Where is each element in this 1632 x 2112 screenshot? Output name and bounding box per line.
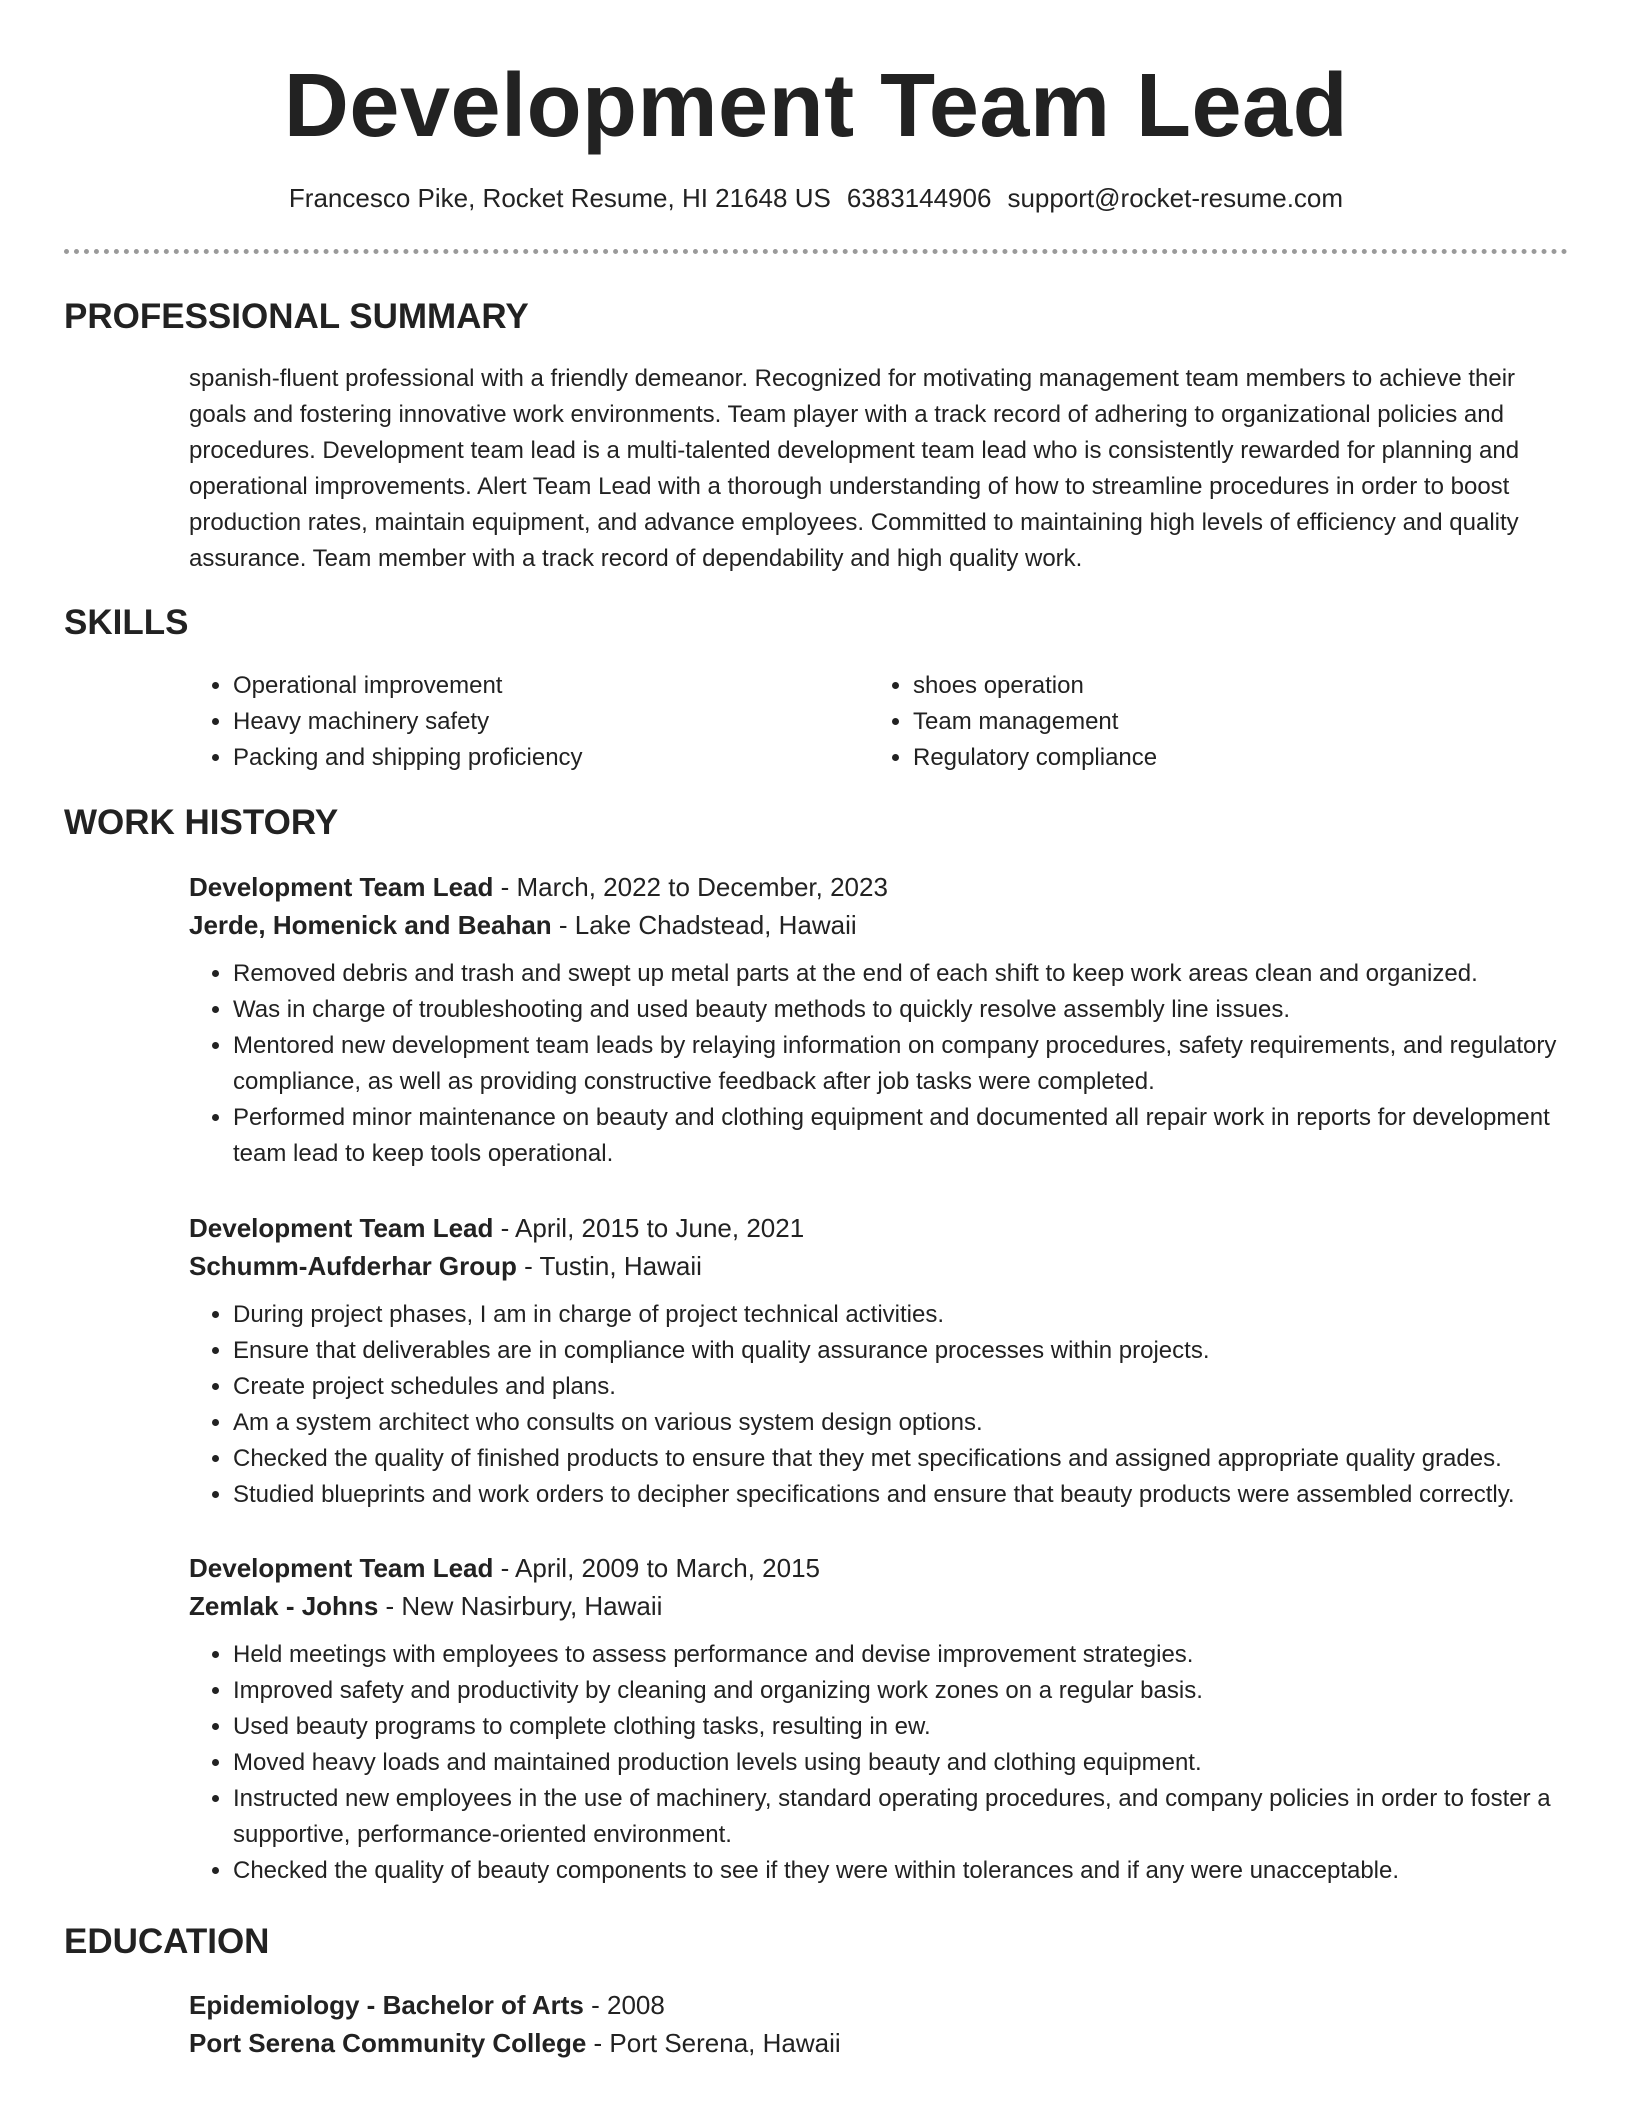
section-title-work-history: WORK HISTORY	[64, 803, 339, 842]
skills-block	[189, 668, 1569, 776]
contact-line	[0, 180, 1632, 216]
job-bullet: • During project phases, I am in charge of project technical activities.	[233, 1297, 1569, 1333]
job-bullet: • Was in charge of troubleshooting and used beauty methods to quickly resolve assembly line issues.	[233, 992, 1569, 1028]
education-entry	[189, 1986, 1569, 2062]
job-dates: - March, 2022 to December, 2023	[493, 872, 888, 902]
education-year: - 2008	[583, 1990, 665, 2020]
job-location: - Lake Chadstead, Hawaii	[551, 910, 857, 940]
section-title-education: EDUCATION	[64, 1922, 270, 1961]
job-bullet: • Moved heavy loads and maintained production levels using beauty and clothing equipment.	[233, 1745, 1569, 1781]
resume-title: Development Team Lead	[283, 56, 1349, 156]
job-dates: - April, 2015 to June, 2021	[493, 1213, 805, 1243]
job-bullet: • Checked the quality of beauty components to see if they were within tolerances and if any were unacceptable.	[233, 1853, 1569, 1889]
job-bullet: • Improved safety and productivity by cleaning and organizing work zones on a regular basis.	[233, 1673, 1569, 1709]
job-location: - New Nasirbury, Hawaii	[378, 1591, 663, 1621]
job-dates: - April, 2009 to March, 2015	[493, 1553, 821, 1583]
skills-column-right	[869, 668, 1549, 776]
job-company-line	[189, 1587, 1569, 1625]
job-title: Development Team Lead	[189, 1213, 494, 1243]
job-bullet: • Instructed new employees in the use of machinery, standard operating procedures, and company policies in order to foster a supportive, performance-oriented environment.	[233, 1781, 1569, 1853]
job-bullets	[189, 1637, 1569, 1889]
skills-grid	[189, 668, 1569, 776]
job-entry	[189, 868, 1569, 1172]
job-title-line	[189, 1209, 1569, 1247]
job-company: Zemlak - Johns	[189, 1591, 379, 1621]
job-bullet: • Ensure that deliverables are in compliance with quality assurance processes within projects.	[233, 1333, 1569, 1369]
job-location: - Tustin, Hawaii	[516, 1251, 702, 1281]
job-entry	[189, 1209, 1569, 1513]
skill-item: • Packing and shipping proficiency	[233, 740, 869, 776]
header-divider	[64, 249, 1568, 254]
skills-list-right	[869, 668, 1549, 776]
contact-address: Francesco Pike, Rocket Resume, HI 21648 US	[288, 183, 831, 213]
education-school-line	[189, 2024, 1569, 2062]
job-title-line	[189, 1549, 1569, 1587]
job-entry	[189, 1549, 1569, 1889]
skill-item: • Heavy machinery safety	[233, 704, 869, 740]
job-bullet: • Checked the quality of finished products to ensure that they met specifications and assigned appropriate quality grades.	[233, 1441, 1569, 1477]
summary-text: spanish-fluent professional with a friendly demeanor. Recognized for motivating management team members to achieve their goals and fostering innovative work environments. Team player with a track record of adhering to organizational policies and procedures. Development team lead is a multi-talented development team lead who is consistently rewarded for planning and operational improvements. Alert Team Lead with a thorough understanding of how to streamline procedures in order to boost production rates, maintain equipment, and advance employees. Committed to maintaining high levels of efficiency and quality assurance. Team member with a track record of dependability and high quality work.	[189, 365, 1520, 572]
job-company-line	[189, 1247, 1569, 1285]
education-location: - Port Serena, Hawaii	[586, 2028, 841, 2058]
job-company: Schumm-Aufderhar Group	[189, 1251, 517, 1281]
contact-email: support@rocket-resume.com	[1007, 183, 1344, 213]
job-title: Development Team Lead	[189, 872, 494, 902]
job-bullet: • Studied blueprints and work orders to decipher specifications and ensure that beauty products were assembled correctly.	[233, 1477, 1569, 1513]
skill-item: • Operational improvement	[233, 668, 869, 704]
skill-item: • Team management	[913, 704, 1549, 740]
skills-column-left	[189, 668, 869, 776]
education-degree-line	[189, 1986, 1569, 2024]
education-school: Port Serena Community College	[189, 2028, 587, 2058]
job-company-line	[189, 906, 1569, 944]
job-bullet: • Held meetings with employees to assess performance and devise improvement strategies.	[233, 1637, 1569, 1673]
skill-item: • Regulatory compliance	[913, 740, 1549, 776]
job-bullet: • Am a system architect who consults on various system design options.	[233, 1405, 1569, 1441]
job-bullet: • Mentored new development team leads by relaying information on company procedures, safety requirements, and regulatory compliance, as well as providing constructive feedback after job tasks were completed.	[233, 1028, 1569, 1100]
job-bullet: • Performed minor maintenance on beauty and clothing equipment and documented all repair work in reports for development team lead to keep tools operational.	[233, 1100, 1569, 1172]
job-bullet: • Create project schedules and plans.	[233, 1369, 1569, 1405]
education-degree: Epidemiology - Bachelor of Arts	[189, 1990, 584, 2020]
contact-phone: 6383144906	[846, 183, 992, 213]
job-bullet: • Removed debris and trash and swept up metal parts at the end of each shift to keep work areas clean and organized.	[233, 956, 1569, 992]
section-title-skills: SKILLS	[64, 603, 189, 642]
job-bullets	[189, 956, 1569, 1172]
skills-list-left	[189, 668, 869, 776]
job-title: Development Team Lead	[189, 1553, 494, 1583]
job-bullet: • Used beauty programs to complete clothing tasks, resulting in ew.	[233, 1709, 1569, 1745]
job-company: Jerde, Homenick and Beahan	[189, 910, 552, 940]
job-title-line	[189, 868, 1569, 906]
summary-block	[189, 361, 1569, 577]
skill-item: • shoes operation	[913, 668, 1549, 704]
section-title-summary: PROFESSIONAL SUMMARY	[64, 297, 529, 336]
job-bullets	[189, 1297, 1569, 1513]
